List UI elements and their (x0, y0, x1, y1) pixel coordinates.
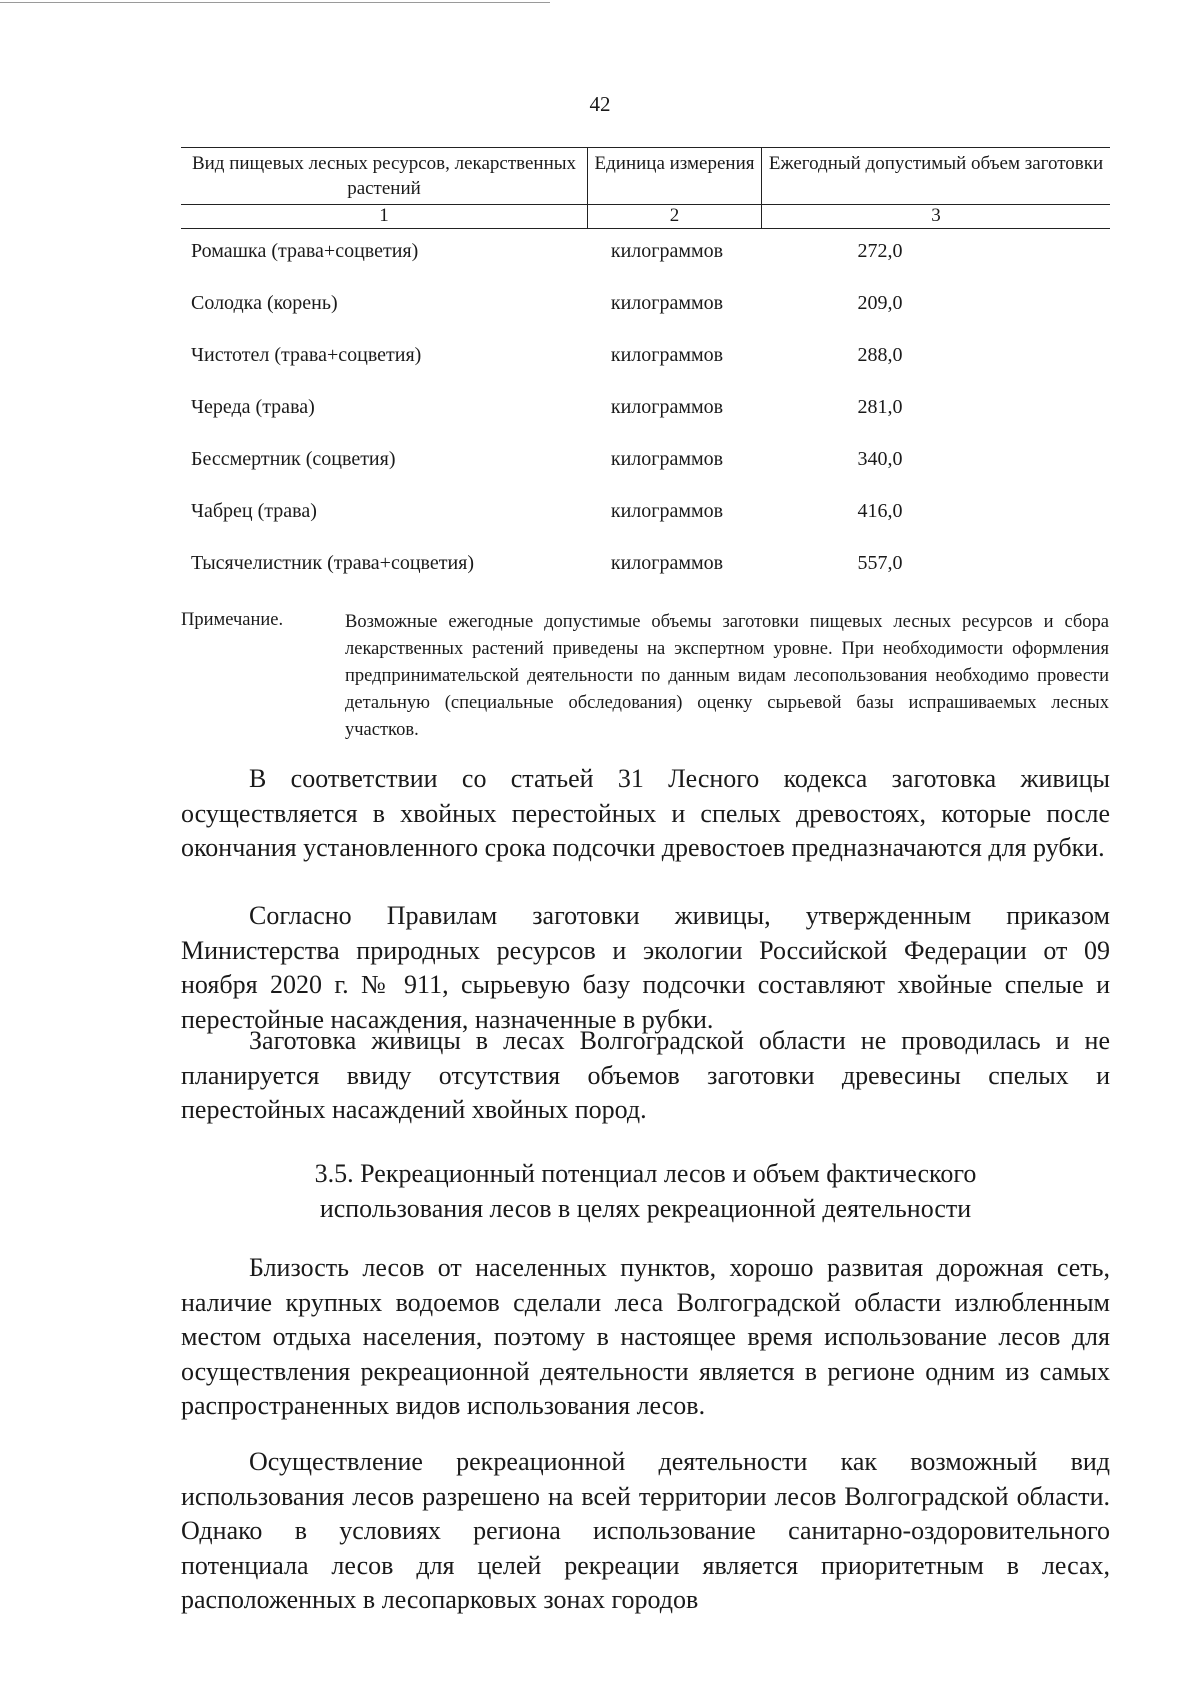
row-value: 281,0 (857, 396, 903, 418)
section-heading (181, 1156, 1110, 1226)
paragraph (181, 1024, 1110, 1128)
row-value: 340,0 (857, 448, 903, 470)
header-unit: Единица измерения (587, 148, 761, 204)
table-row (0, 448, 1200, 476)
table-row (0, 344, 1200, 372)
row-unit: килограммов (610, 552, 724, 574)
table-row (0, 292, 1200, 320)
note-text: Возможные ежегодные допустимые объемы заготовки пищевых лесных ресурсов и сбора лекарственных растений приведены на экспертном уровне. При необходимости оформления предпринимательской деятельности по данным видам лесопользования необходимо провести детальную (специальные обследования) оценку сырьевой базы испрашиваемых лесных участков. (345, 612, 1109, 740)
paragraph-text: Заготовка живицы в лесах Волгоградской области не проводилась и не планируется ввиду отсутствия объемов заготовки древесины спелых и перестойных насаждений хвойных пород. (181, 1026, 1110, 1125)
table-row (0, 396, 1200, 424)
paragraph (181, 899, 1110, 1037)
row-value: 416,0 (857, 500, 903, 522)
row-value: 272,0 (857, 240, 903, 262)
paragraph-text: Близость лесов от населенных пунктов, хорошо развитая дорожная сеть, наличие крупных водоемов сделали леса Волгоградской области излюбленным местом отдыха населения, поэтому в настоящее время использование лесов для осуществления рекреационной деятельности является в регионе одним из самых распространенных видов использования лесов. (181, 1253, 1110, 1421)
table-row (0, 500, 1200, 528)
section-heading-line-2: использования лесов в целях рекреационной деятельности (319, 1194, 972, 1223)
row-unit: килограммов (610, 448, 724, 470)
table-row (0, 552, 1200, 580)
paragraph (181, 1445, 1110, 1618)
row-unit: килограммов (610, 396, 724, 418)
row-resource-name: Тысячелистник (трава+соцветия) (191, 552, 475, 574)
row-resource-name: Чистотел (трава+соцветия) (191, 344, 422, 366)
row-resource-name: Бессмертник (соцветия) (191, 448, 396, 470)
row-unit: килограммов (610, 500, 724, 522)
header-annual-volume: Ежегодный допустимый объем заготовки (761, 148, 1110, 204)
column-number-3: 3 (761, 205, 1110, 228)
note-label: Примечание. (181, 610, 284, 630)
row-value: 557,0 (857, 552, 903, 574)
page-number: 42 (589, 92, 611, 116)
table-header-titles (181, 148, 1110, 205)
row-resource-name: Череда (трава) (191, 396, 315, 418)
column-number-2: 2 (587, 205, 761, 228)
paragraph (181, 762, 1110, 866)
table-header (181, 147, 1110, 229)
paragraph-text: Осуществление рекреационной деятельности как возможный вид использования лесов разрешено на всей территории лесов Волгоградской области. Однако в условиях региона использование санитарно-оздоровительного потенциала лесов для целей рекреации является приоритетным в лесах, расположенных в лесопарковых зонах городов (181, 1447, 1110, 1615)
header-resource-type: Вид пищевых лесных ресурсов, лекарственных растений (191, 153, 577, 199)
column-number-1: 1 (379, 205, 389, 226)
row-resource-name: Чабрец (трава) (191, 500, 317, 522)
row-value: 209,0 (857, 292, 903, 314)
table-row (0, 240, 1200, 268)
section-heading-line-1: 3.5. Рекреационный потенциал лесов и объем фактического (314, 1159, 977, 1188)
paragraph-text: Согласно Правилам заготовки живицы, утвержденным приказом Министерства природных ресурсов и экологии Российской Федерации от 09 ноября 2020 г. № 911, сырьевую базу подсочки составляют хвойные спелые и перестойные насаждения, назначенные в рубки. (181, 901, 1110, 1034)
table-column-numbers (181, 205, 1110, 228)
row-resource-name: Ромашка (трава+соцветия) (191, 240, 419, 262)
row-unit: килограммов (610, 344, 724, 366)
row-unit: килограммов (610, 292, 724, 314)
paragraph-text: В соответствии со статьей 31 Лесного кодекса заготовка живицы осуществляется в хвойных перестойных и спелых древостоях, которые после окончания установленного срока подсочки древостоев предназначаются для рубки. (181, 764, 1110, 863)
scan-top-edge-line (0, 2, 550, 3)
row-resource-name: Солодка (корень) (191, 292, 338, 314)
row-value: 288,0 (857, 344, 903, 366)
row-unit: килограммов (610, 240, 724, 262)
paragraph (181, 1251, 1110, 1424)
